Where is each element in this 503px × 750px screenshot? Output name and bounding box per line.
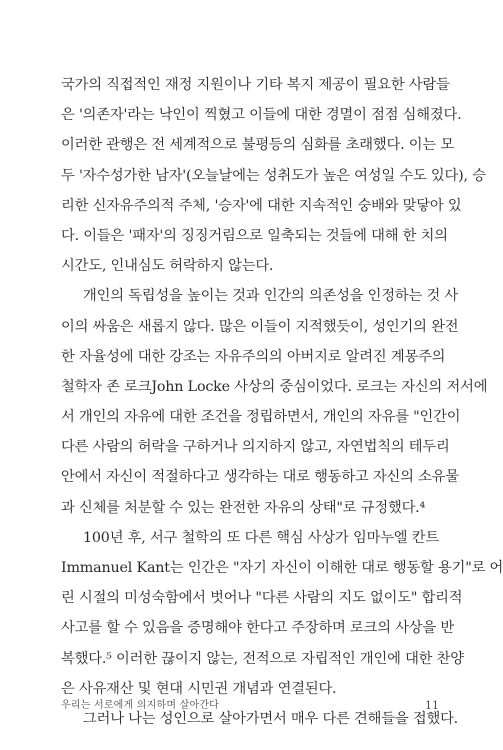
text-line: 두 '자수성가한 남자'(오늘날에는 성취도가 높은 여성일 수도 있다), 승 [61,167,486,184]
text-line: Immanuel Kant는 인간은 "자기 자신이 이해한 대로 행동할 용기"로 어 [61,560,503,576]
text-line: 이의 싸움은 새롭지 않다. 많은 이들이 지적했듯이, 성인기의 완전 [61,318,459,335]
text-line: 과 신체를 처분할 수 있는 완전한 자유의 상태"로 규정했다.⁴ [61,499,426,516]
text-line: 은 사유재산 및 현대 시민권 개념과 연결된다. [61,680,337,697]
text-line: 국가의 직접적인 재정 지원이나 기타 복지 제공이 필요한 사람들 [61,77,450,93]
page-number: 11 [425,699,439,712]
text-line: 그러나 나는 성인으로 살아가면서 매우 다른 견해들을 접했다. [83,710,459,727]
text-line: 복했다.⁵ 이러한 끊이지 않는, 전적으로 자립적인 개인에 대한 찬양 [61,650,464,667]
text-line: 사고를 할 수 있음을 증명해야 한다고 주장하며 로크의 사상을 반 [61,620,454,637]
text-line: 리한 신자유주의적 주체, '승자'에 대한 지속적인 숭배와 맞닿아 있 [61,197,462,214]
text-line: 개인의 독립성을 높이는 것과 인간의 의존성을 인정하는 것 사 [83,288,459,305]
text-line: 린 시절의 미성숙함에서 벗어나 "다른 사람의 지도 없이도" 합리적 [61,590,463,607]
text-line: 서 개인의 자유에 대한 조건을 정립하면서, 개인의 자유를 "인간이 [61,409,461,426]
text-line: 다른 사람의 허락을 구하거나 의지하지 않고, 자연법칙의 테두리 [61,439,450,456]
text-line: 시간도, 인내심도 허락하지 않는다. [61,258,274,275]
text-line: 한 자율성에 대한 강조는 자유주의의 아버지로 알려진 계몽주의 [61,348,446,365]
text-line: 이러한 관행은 전 세계적으로 불평등의 심화를 초래했다. 이는 모 [61,137,454,154]
text-line: 철학자 존 로크John Locke 사상의 중심이었다. 로크는 자신의 저서에 [61,378,488,395]
page-footer [61,696,439,716]
text-line: 은 '의존자'라는 낙인이 찍혔고 이들에 대한 경멸이 점점 심해졌다. [61,107,462,124]
text-line: 100년 후, 서구 철학의 또 다른 핵심 사상가 임마누엘 칸트 [83,529,439,546]
body-text [61,70,503,734]
text-line: 다. 이들은 '패자'의 징징거림으로 일축되는 것들에 대해 한 치의 [61,227,448,244]
running-title: 우리는 서로에게 의지하며 살아간다 [61,700,220,711]
text-line: 안에서 자신이 적절하다고 생각하는 대로 행동하고 자신의 소유물 [61,469,459,486]
